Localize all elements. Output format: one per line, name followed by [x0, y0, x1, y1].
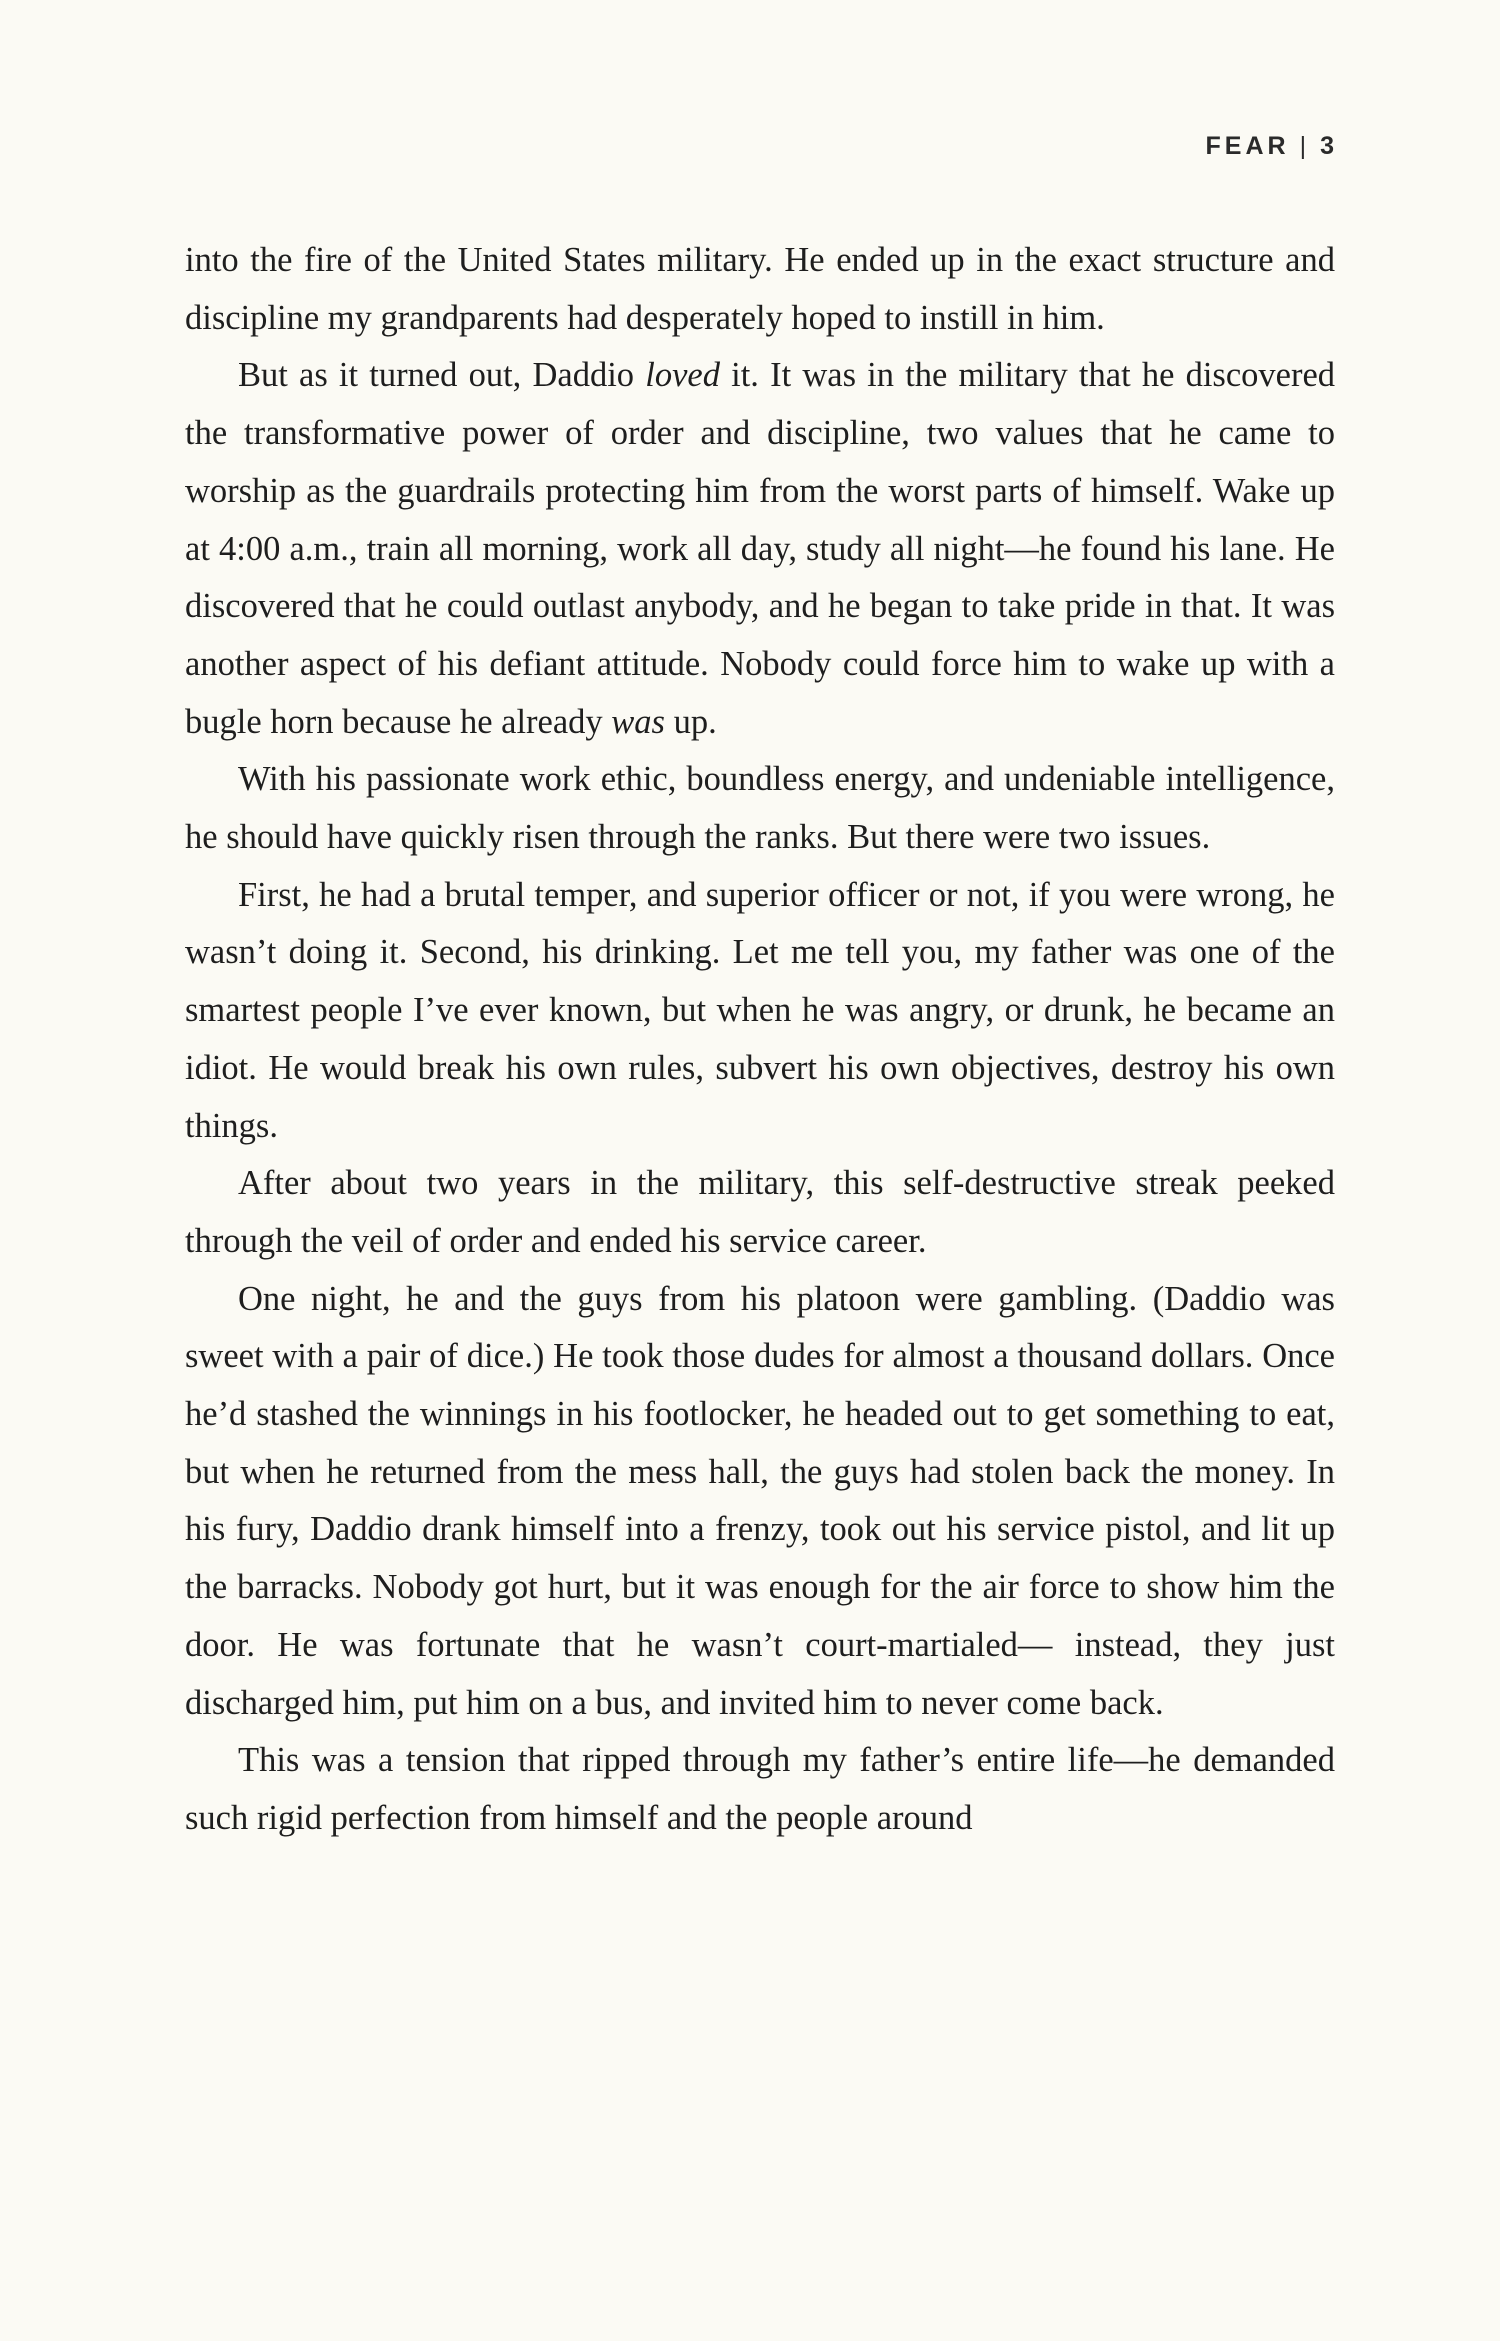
paragraph [185, 232, 1335, 347]
text-run: it. It was in the military that he discovered the transformative power of order and discipline, two values that he came to worship as the guardrails protecting him from the worst parts of himself. Wake up at 4:00 a.m., train all morning, work all day, study all night—he found his lane. He discovered that he could outlast anybody, and he began to take pride in that. It was another aspect of his defiant attitude. Nobody could force him to wake up with a bugle horn because he already [185, 356, 1336, 741]
italic-text: was [611, 702, 665, 741]
text-run: After about two years in the military, this self-destructive streak peeked through the veil of order and ended his service career. [185, 1164, 1335, 1260]
header-separator: | [1299, 132, 1307, 160]
paragraph [185, 867, 1335, 1156]
paragraph [185, 1155, 1335, 1270]
italic-text: loved [645, 356, 720, 395]
text-run: One night, he and the guys from his platoon were gambling. (Daddio was sweet with a pair of dice.) He took those dudes for almost a thousand dollars. Once he’d stashed the winnings in his footlocker, he headed out to get something to eat, but when he returned from the mess hall, the guys had stolen back the money. In his fury, Daddio drank himself into a frenzy, took out his service pistol, and lit up the barracks. Nobody got hurt, but it was enough for the air force to show him the door. He was fortunate that he wasn’t court-martialed— instead, they just discharged him, put him on a bus, and invited him to never come back. [185, 1279, 1335, 1722]
paragraph [185, 751, 1335, 866]
text-run: This was a tension that ripped through my father’s entire life—he demanded such rigid perfection from himself and the people around [185, 1741, 1335, 1837]
paragraph [185, 1732, 1335, 1847]
text-run: First, he had a brutal temper, and superior officer or not, if you were wrong, he wasn’t doing it. Second, his drinking. Let me tell you, my father was one of the smartest people I’ve ever known, but when he was angry, or drunk, he became an idiot. He would break his own rules, subvert his own objectives, destroy his own things. [185, 875, 1335, 1145]
text-run: up. [664, 702, 717, 741]
text-run: With his passionate work ethic, boundless energy, and undeniable intelligence, he should have quickly risen through the ranks. But there were two issues. [185, 760, 1335, 857]
body-text [185, 232, 1335, 1848]
text-run: But as it turned out, Daddio [238, 356, 646, 395]
chapter-title: FEAR [1205, 132, 1290, 160]
running-head [1206, 132, 1338, 161]
paragraph [185, 347, 1335, 751]
text-run: into the fire of the United States military. He ended up in the exact structure and discipline my grandparents had desperately hoped to instill in him. [185, 241, 1335, 337]
paragraph [185, 1271, 1335, 1733]
page-number: 3 [1320, 132, 1338, 160]
